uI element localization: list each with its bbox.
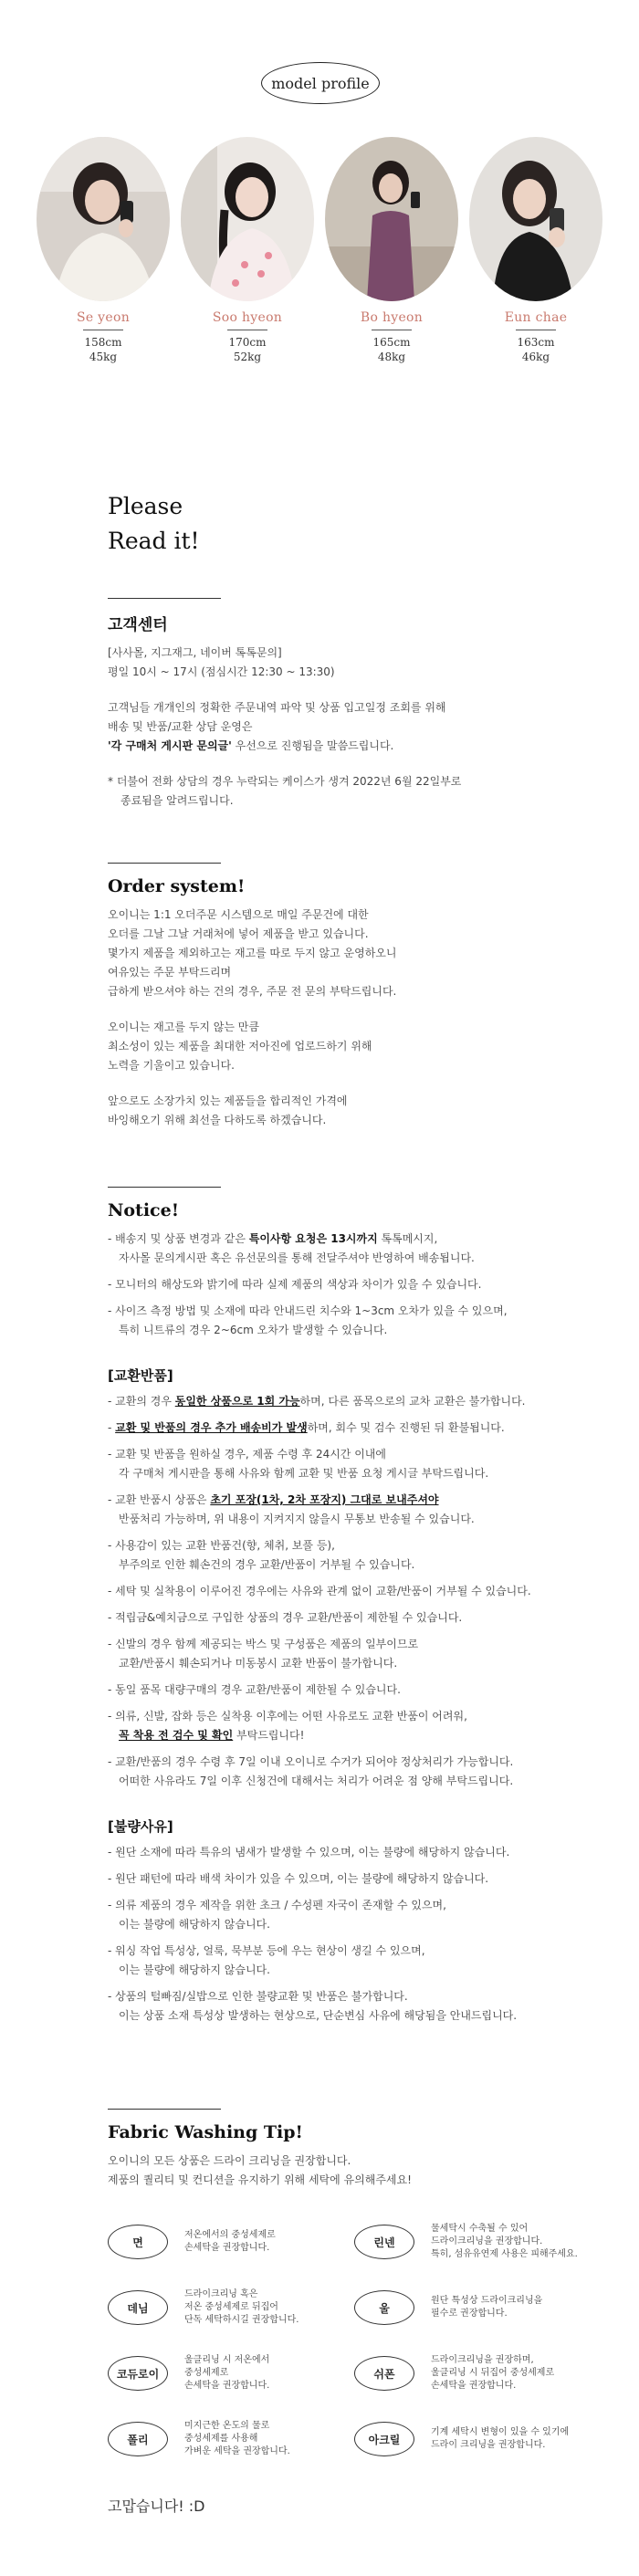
- section-title: Order system!: [108, 876, 246, 896]
- model-weight: 48kg: [377, 351, 406, 363]
- list-item: - 의류, 신발, 잡화 등은 실착용 이후에는 어떤 사유로도 교환 반품이 어려워, 꼭 착용 전 검수 및 확인 부탁드립니다!: [108, 1710, 467, 1742]
- model-name: Bo hyeon: [360, 310, 424, 325]
- defect-title: [불량사유]: [108, 1818, 173, 1835]
- wash-item: 폴리 미지근한 온도의 물로 중성세제를 사용해 가벼운 세탁을 권장합니다.: [108, 2420, 354, 2458]
- wash-item: 아크릴 기계 세탁시 변형이 있을 수 있기에 드라이 크리닝을 권장합니다.: [354, 2422, 601, 2456]
- model-height: 158cm: [84, 336, 122, 349]
- text-line: 노력을 기울이고 있습니다.: [108, 1059, 235, 1072]
- customer-center-section: [108, 598, 601, 811]
- list-item: - 원단 패턴에 따라 배색 차이가 있을 수 있으며, 이는 불량에 해당하지 않습니다.: [108, 1872, 489, 1885]
- text-line: 급하게 받으셔야 하는 건의 경우, 주문 전 문의 부탁드립니다.: [108, 985, 397, 998]
- model-card: [35, 137, 172, 364]
- divider: [108, 1187, 221, 1188]
- wash-item: 쉬폰 드라이크리닝을 권장하며, 울클리닝 시 뒤집어 중성세제로 손세탁을 권장합니다.: [354, 2354, 601, 2393]
- model-name: Soo hyeon: [212, 310, 283, 325]
- model-height: 165cm: [372, 336, 411, 349]
- washing-section: [108, 2109, 601, 2190]
- order-system-section: [108, 863, 601, 1147]
- section-title: Notice!: [108, 1200, 180, 1220]
- wash-item: 데님 드라이크리닝 혹은 저온 중성세제로 뒤집어 단독 세탁하시길 권장합니다.: [108, 2288, 354, 2327]
- list-item: - 교환 반품시 상품은 초기 포장(1차, 2차 포장지) 그대로 보내주셔야 반품처리 가능하며, 위 내용이 지켜지지 않을시 무통보 반송될 수 있습니다.: [108, 1493, 475, 1525]
- model-name: Se yeon: [76, 310, 131, 325]
- model-card: [467, 137, 604, 364]
- text-line: 여유있는 주문 부탁드리며: [108, 966, 232, 979]
- list-item: - 원단 소재에 따라 특유의 냄새가 발생할 수 있으며, 이는 불량에 해당하지 않습니다.: [108, 1846, 510, 1859]
- list-item: - 교환의 경우 동일한 상품으로 1회 가능하며, 다른 품목으로의 교차 교환은 불가합니다.: [108, 1395, 526, 1408]
- wash-item: 면 저온에서의 중성세제로 손세탁을 권장합니다.: [108, 2225, 354, 2259]
- text-line: 바잉해오기 위해 최선을 다하도록 하겠습니다.: [108, 1114, 327, 1126]
- text-line: 제품의 퀄리티 및 컨디션을 유지하기 위해 세탁에 유의해주세요!: [108, 2173, 412, 2186]
- washing-grid: [108, 2209, 601, 2472]
- section-title: 고객센터: [108, 616, 168, 634]
- text-line: [사사몰, 지그재그, 네이버 톡톡문의]: [108, 646, 282, 659]
- fabric-label: 코듀로이: [108, 2356, 168, 2391]
- list-item: - 사용감이 있는 교환 반품건(향, 체취, 보풀 등), 부주의로 인한 훼손건의 경우 교환/반품이 거부될 수 있습니다.: [108, 1539, 415, 1571]
- text-line: 오더를 그날 그날 거래처에 넣어 제품을 받고 있습니다.: [108, 927, 369, 940]
- text-line: 고객님들 개개인의 정확한 주문내역 파악 및 상품 입고일정 조회를 위해: [108, 701, 446, 714]
- list-item: - 사이즈 측정 방법 및 소재에 따라 안내드린 치수와 1~3cm 오차가 있을 수 있으며, 특히 니트류의 경우 2~6cm 오차가 발생할 수 있습니다.: [108, 1304, 508, 1336]
- fabric-label: 쉬폰: [354, 2356, 414, 2391]
- exchange-title: [교환반품]: [108, 1367, 173, 1384]
- fabric-label: 면: [108, 2225, 168, 2259]
- model-height: 163cm: [517, 336, 555, 349]
- text-line: 평일 10시 ~ 17시 (점심시간 12:30 ~ 13:30): [108, 665, 335, 678]
- model-list: [35, 137, 604, 364]
- model-card: [179, 137, 316, 364]
- divider: [108, 863, 221, 864]
- fabric-label: 울: [354, 2290, 414, 2325]
- text-line: 오이니는 재고를 두지 않는 만큼: [108, 1021, 259, 1033]
- emphasis: '각 구매처 게시판 문의글': [108, 739, 232, 752]
- text-line: [108, 737, 601, 756]
- divider: [108, 2109, 221, 2110]
- model-photo-1: [37, 137, 170, 301]
- text: 우선으로 진행됨을 말씀드립니다.: [231, 739, 394, 752]
- read-it-line1: Please: [108, 493, 183, 519]
- model-photo-4: [469, 137, 602, 301]
- fabric-label: 아크릴: [354, 2422, 414, 2456]
- list-item: - 교환/반품의 경우 수령 후 7일 이내 오이니로 수거가 되어야 정상처리가 가능합니다. 어떠한 사유라도 7일 이후 신청건에 대해서는 처리가 어려운 점 양해 부탁드립니다.: [108, 1755, 514, 1787]
- list-item: - 동일 품목 대량구매의 경우 교환/반품이 제한될 수 있습니다.: [108, 1683, 401, 1696]
- list-item: - 교환 및 반품을 원하실 경우, 제품 수령 후 24시간 이내에 각 구매처 게시판을 통해 사유와 함께 교환 및 반품 요청 게시글 부탁드립니다.: [108, 1448, 489, 1480]
- model-height: 170cm: [228, 336, 267, 349]
- note-line: * 더불어 전화 상담의 경우 누락되는 케이스가 생겨 2022년 6월 22일부로: [108, 775, 462, 788]
- text-line: 최소성이 있는 제품을 최대한 저아진에 업로드하기 위해: [108, 1040, 372, 1052]
- divider: [108, 598, 221, 599]
- model-weight: 46kg: [521, 351, 550, 363]
- note-line: 종료됨을 알려드립니다.: [120, 794, 234, 807]
- notice-section: [108, 1187, 601, 2033]
- model-card: [323, 137, 460, 364]
- model-name: Eun chae: [504, 310, 568, 325]
- fabric-label: 데님: [108, 2290, 168, 2325]
- wash-item: 코듀로이 울클리닝 시 저온에서 중성세제로 손세탁을 권장합니다.: [108, 2354, 354, 2393]
- text-line: 오이니의 모든 상품은 드라이 크리닝을 권장합니다.: [108, 2154, 351, 2167]
- text-line: 배송 및 반품/교환 상담 운영은: [108, 720, 253, 733]
- list-item: - 상품의 털빠짐/실밥으로 인한 불량교환 및 반품은 불가합니다. 이는 상품 소재 특성상 발생하는 현상으로, 단순변심 사유에 해당됨을 안내드립니다.: [108, 1990, 518, 2022]
- model-photo-2: [181, 137, 314, 301]
- model-profile-badge: model profile: [261, 62, 380, 104]
- list-item: - 모니터의 해상도와 밝기에 따라 실제 제품의 색상과 차이가 있을 수 있습니다.: [108, 1278, 482, 1291]
- model-weight: 45kg: [89, 351, 118, 363]
- list-item: - 의류 제품의 경우 제작을 위한 초크 / 수성펜 자국이 존재할 수 있으며, 이는 불량에 해당하지 않습니다.: [108, 1899, 446, 1931]
- section-title: Fabric Washing Tip!: [108, 2122, 303, 2142]
- list-item: - 배송지 및 상품 변경과 같은 특이사항 요청은 13시까지 톡톡메시지, 자사몰 문의게시판 혹은 유선문의를 통해 전달주셔야 반영하여 배송됩니다.: [108, 1232, 475, 1264]
- list-item: - 신발의 경우 함께 제공되는 박스 및 구성품은 제품의 일부이므로 교환/반품시 훼손되거나 미동봉시 교환 반품이 불가합니다.: [108, 1638, 419, 1670]
- model-weight: 52kg: [233, 351, 262, 363]
- wash-item: 울 원단 특성상 드라이크리닝을 필수로 권장합니다.: [354, 2290, 601, 2325]
- list-item: - 적립금&예치금으로 구입한 상품의 경우 교환/반품이 제한될 수 있습니다.: [108, 1611, 463, 1624]
- model-photo-3: [325, 137, 458, 301]
- text-line: 몇가지 제품을 제외하고는 재고를 따로 두지 않고 운영하오니: [108, 947, 397, 959]
- wash-item: 린넨 물세탁시 수축될 수 있어 드라이크리닝을 권장합니다. 특히, 섬유유연제 사용은 피해주세요.: [354, 2223, 601, 2261]
- read-it-heading: [108, 489, 200, 559]
- list-item: - 워싱 작업 특성상, 얼룩, 묵부분 등에 우는 현상이 생길 수 있으며, 이는 불량에 해당하지 않습니다.: [108, 1944, 425, 1976]
- thanks-text: 고맙습니다! :D: [108, 2497, 205, 2515]
- text-line: 앞으로도 소장가치 있는 제품들을 합리적인 가격에: [108, 1094, 348, 1107]
- text-line: 오이니는 1:1 오더주문 시스템으로 매일 주문건에 대한: [108, 908, 369, 921]
- list-item: - 세탁 및 실착용이 이루어진 경우에는 사유와 관계 없이 교환/반품이 거부될 수 있습니다.: [108, 1585, 531, 1597]
- fabric-label: 린넨: [354, 2225, 414, 2259]
- list-item: - 교환 및 반품의 경우 추가 배송비가 발생하며, 회수 및 검수 진행된 뒤 환불됩니다.: [108, 1421, 505, 1434]
- read-it-line2: Read it!: [108, 528, 200, 554]
- fabric-label: 폴리: [108, 2422, 168, 2456]
